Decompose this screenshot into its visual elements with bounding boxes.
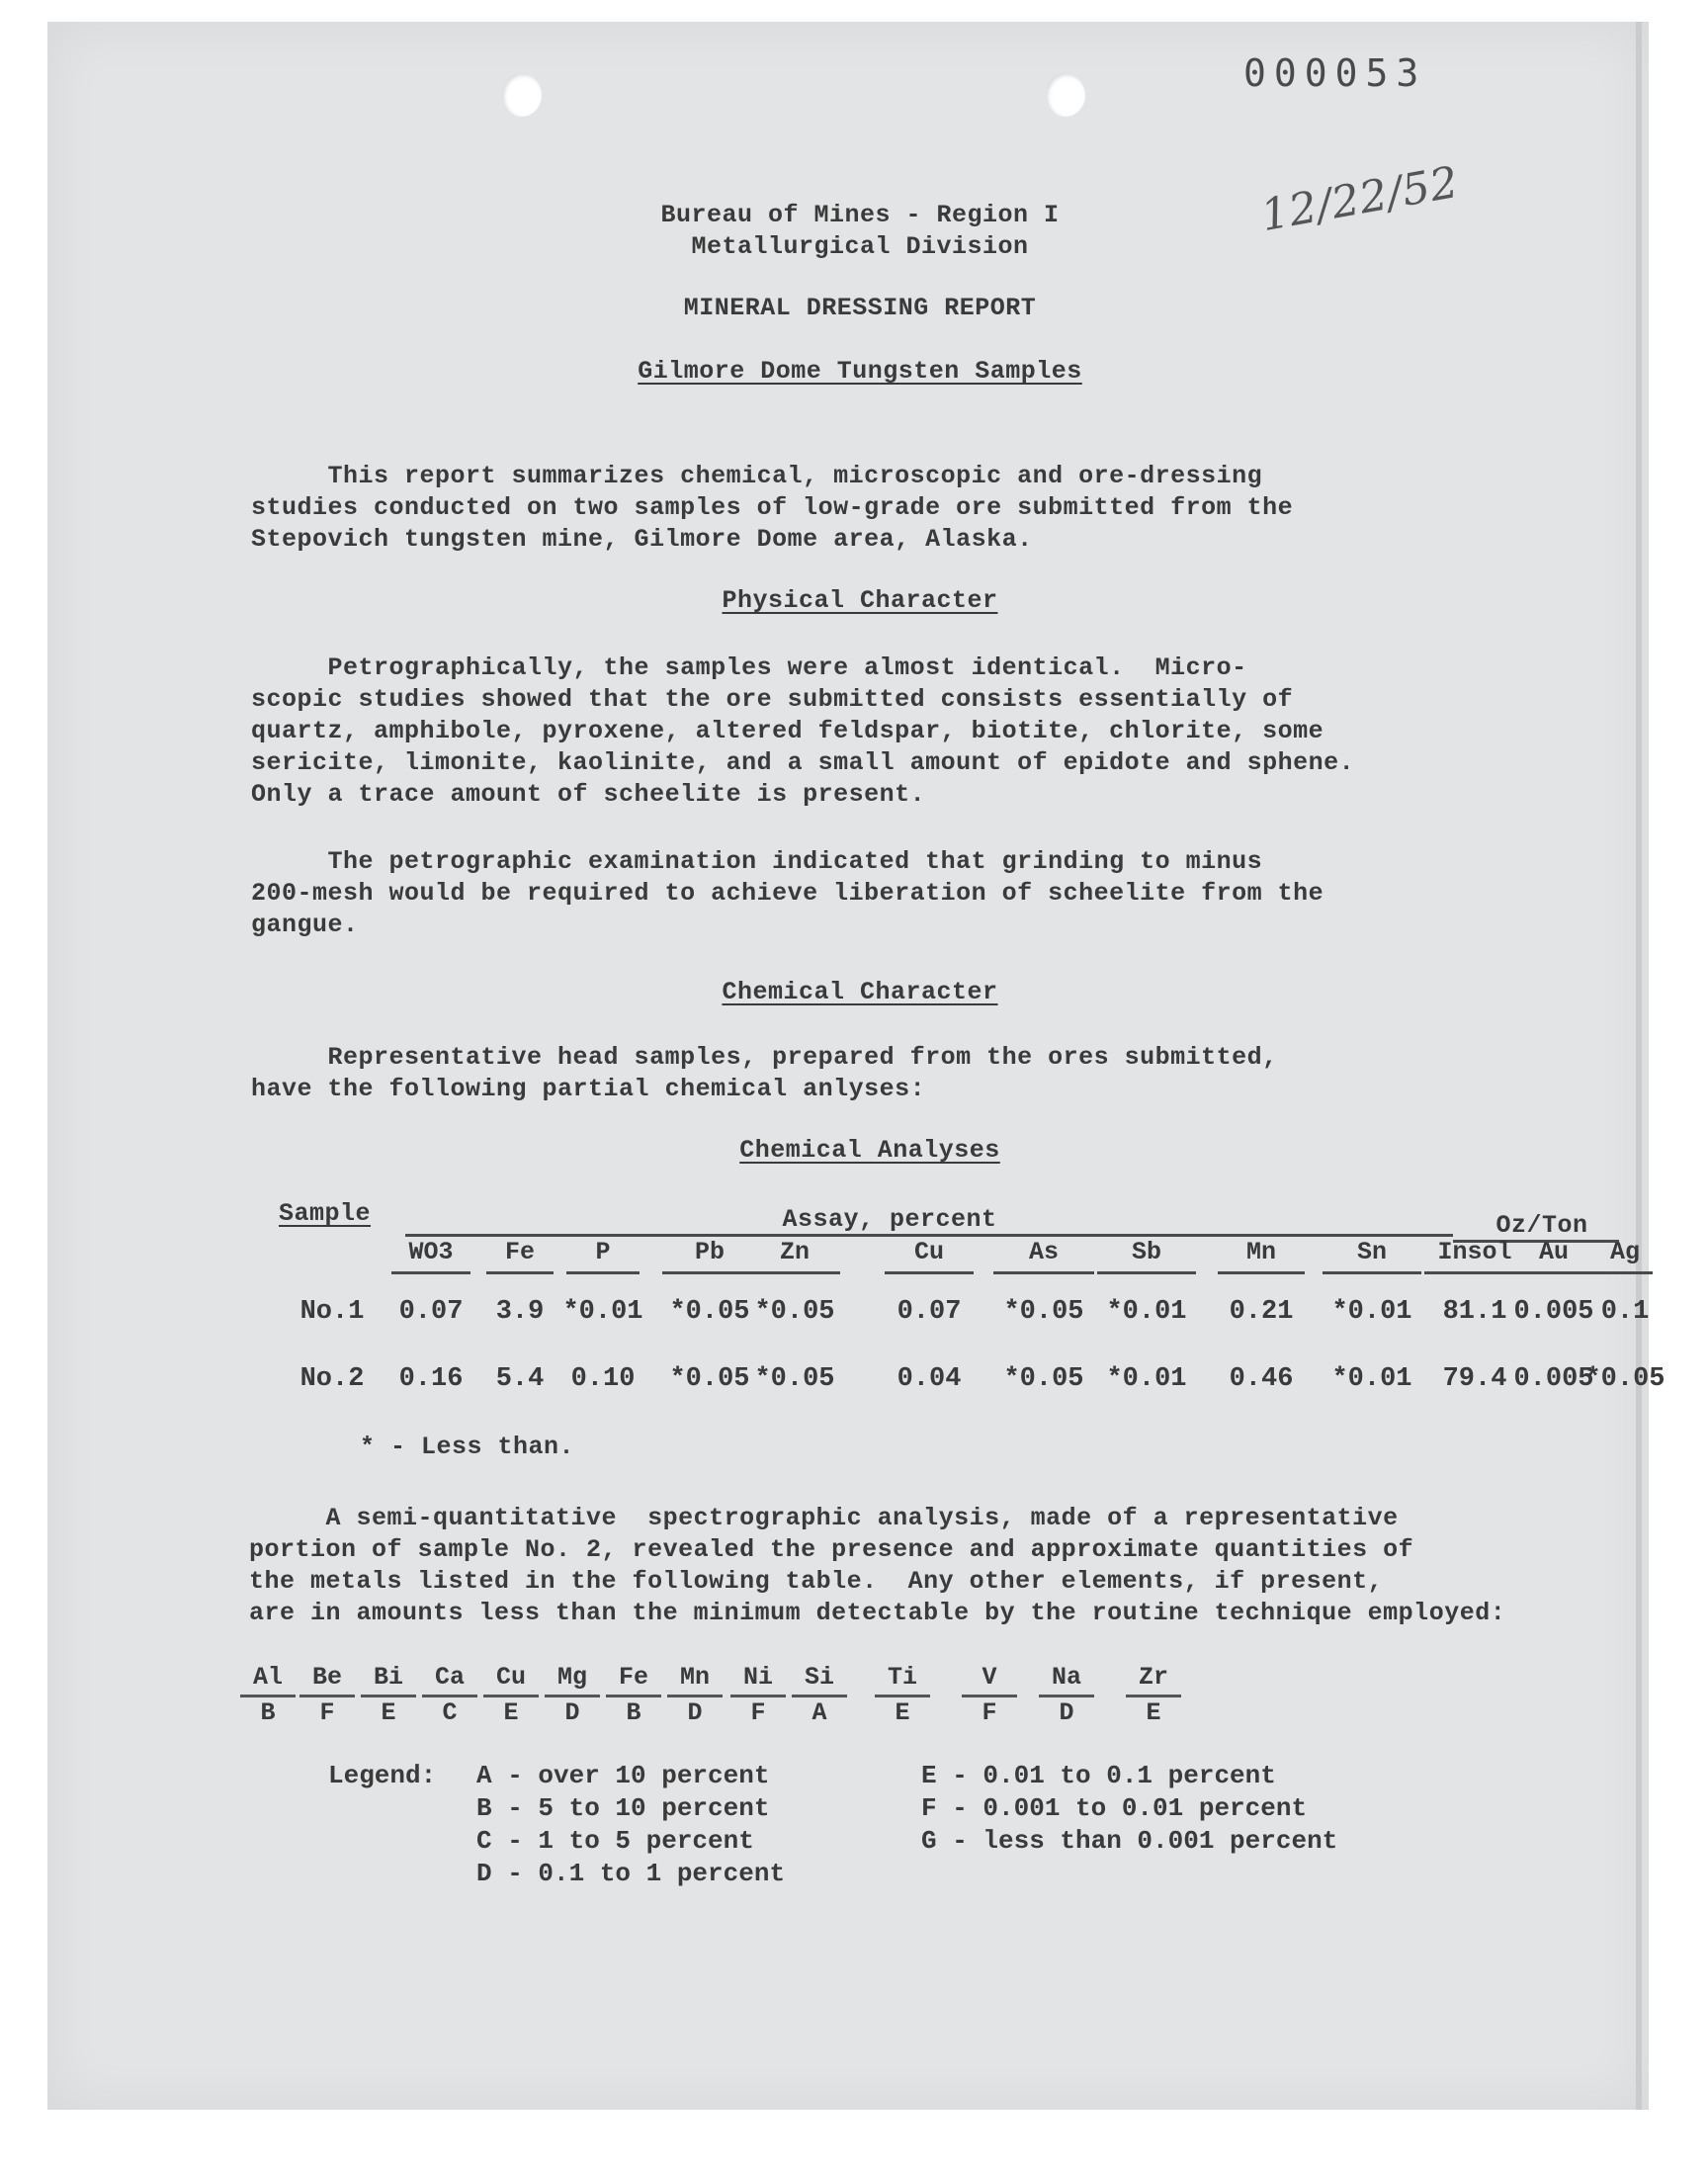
column-header-ag: Ag xyxy=(1609,1238,1640,1266)
column-header-zn: Zn xyxy=(779,1238,810,1266)
assay-header-rule xyxy=(405,1234,1453,1237)
physical-p1-line-4: sericite, limonite, kaolinite, and a small amount of epidote and sphene. xyxy=(251,748,1355,777)
element-quantity-class: D xyxy=(564,1698,580,1727)
header-line-2: Metallurgical Division xyxy=(691,232,1029,261)
intro-line-1: This report summarizes chemical, microscopic and ore-dressing xyxy=(251,462,1263,490)
element-bi xyxy=(361,1661,416,1729)
assay-value-au: 0.005 xyxy=(1513,1297,1594,1327)
column-header-underline xyxy=(662,1271,757,1274)
element-symbol: Ni xyxy=(730,1661,786,1697)
table-footnote: * - Less than. xyxy=(360,1433,575,1461)
column-header-underline xyxy=(1218,1271,1305,1274)
sample-id: No.1 xyxy=(299,1297,365,1327)
physical-p2-line-2: 200-mesh would be required to achieve liberation of scheelite from the xyxy=(251,879,1324,908)
column-header-underline xyxy=(749,1271,840,1274)
assay-value-wo3: 0.07 xyxy=(398,1297,464,1327)
element-ti xyxy=(875,1661,930,1729)
physical-p2-line-1: The petrographic examination indicated that grinding to minus xyxy=(251,847,1263,876)
element-symbol: Mg xyxy=(545,1661,600,1697)
assay-group-header: Assay, percent xyxy=(782,1205,997,1234)
assay-value-sn: *0.01 xyxy=(1331,1364,1412,1394)
assay-value-p: 0.10 xyxy=(570,1364,636,1394)
punch-hole-right xyxy=(1046,73,1085,117)
element-symbol: Fe xyxy=(606,1661,661,1697)
chemical-intro-line-1: Representative head samples, prepared from the ores submitted, xyxy=(251,1043,1278,1072)
element-symbol: Si xyxy=(792,1661,847,1697)
element-ni xyxy=(730,1661,786,1729)
report-type: MINERAL DRESSING REPORT xyxy=(683,294,1037,322)
element-na xyxy=(1039,1661,1094,1729)
element-cu xyxy=(483,1661,539,1729)
column-header-p: P xyxy=(595,1238,611,1266)
spectro-line-4: are in amounts less than the minimum detectable by the routine technique employed: xyxy=(249,1599,1506,1627)
legend-entry-f: F - 0.001 to 0.01 percent xyxy=(921,1793,1308,1823)
intro-line-2: studies conducted on two samples of low-grade ore submitted from the xyxy=(251,493,1294,522)
element-quantity-class: D xyxy=(687,1698,703,1727)
column-header-fe: Fe xyxy=(504,1238,535,1266)
handwritten-date: 12/22/52 xyxy=(1257,156,1463,242)
element-symbol: Bi xyxy=(361,1661,416,1697)
physical-p2-line-3: gangue. xyxy=(251,911,359,939)
spectro-line-2: portion of sample No. 2, revealed the presence and approximate quantities of xyxy=(249,1535,1414,1564)
column-header-au: Au xyxy=(1538,1238,1569,1266)
legend-label: Legend: xyxy=(328,1761,437,1790)
assay-value-fe: 5.4 xyxy=(495,1364,545,1394)
element-ca xyxy=(422,1661,477,1729)
element-quantity-class: D xyxy=(1059,1698,1074,1727)
element-v xyxy=(962,1661,1017,1729)
element-mn xyxy=(667,1661,723,1729)
assay-value-sn: *0.01 xyxy=(1331,1297,1412,1327)
legend-entry-c: C - 1 to 5 percent xyxy=(476,1826,754,1856)
column-header-underline xyxy=(993,1271,1094,1274)
assay-value-insol: 79.4 xyxy=(1442,1364,1507,1394)
chemical-intro-line-2: have the following partial chemical anlyses: xyxy=(251,1075,926,1103)
assay-value-pb: *0.05 xyxy=(669,1297,750,1327)
element-symbol: V xyxy=(962,1661,1017,1697)
column-header-pb: Pb xyxy=(694,1238,725,1266)
punch-hole-left xyxy=(502,73,542,117)
assay-value-cu: 0.04 xyxy=(897,1364,962,1394)
element-symbol: Al xyxy=(240,1661,296,1697)
column-header-underline xyxy=(391,1271,470,1274)
assay-value-ag: 0.1 xyxy=(1600,1297,1650,1327)
element-symbol: Ti xyxy=(875,1661,930,1697)
column-header-underline xyxy=(885,1271,974,1274)
element-quantity-class: E xyxy=(895,1698,910,1727)
element-mg xyxy=(545,1661,600,1729)
physical-heading: Physical Character xyxy=(722,586,998,615)
assay-value-sb: *0.01 xyxy=(1106,1297,1187,1327)
element-quantity-class: B xyxy=(260,1698,276,1727)
page-edge xyxy=(1636,22,1642,2110)
element-quantity-class: E xyxy=(381,1698,396,1727)
legend-entry-a: A - over 10 percent xyxy=(476,1761,770,1790)
legend-entry-e: E - 0.01 to 0.1 percent xyxy=(921,1761,1276,1790)
assay-value-cu: 0.07 xyxy=(897,1297,962,1327)
spectro-line-3: the metals listed in the following table. Any other elements, if present, xyxy=(249,1567,1384,1596)
element-quantity-class: B xyxy=(626,1698,641,1727)
element-si xyxy=(792,1661,847,1729)
column-header-underline xyxy=(486,1271,554,1274)
column-header-underline xyxy=(1597,1271,1653,1274)
element-quantity-class: F xyxy=(750,1698,766,1727)
element-symbol: Cu xyxy=(483,1661,539,1697)
report-title: Gilmore Dome Tungsten Samples xyxy=(638,357,1082,386)
column-header-insol: Insol xyxy=(1437,1238,1512,1266)
assay-value-p: *0.01 xyxy=(562,1297,643,1327)
legend-entry-b: B - 5 to 10 percent xyxy=(476,1793,770,1823)
assay-value-pb: *0.05 xyxy=(669,1364,750,1394)
intro-line-3: Stepovich tungsten mine, Gilmore Dome area, Alaska. xyxy=(251,525,1033,554)
assay-value-mn: 0.46 xyxy=(1229,1364,1294,1394)
element-fe xyxy=(606,1661,661,1729)
column-header-underline xyxy=(1323,1271,1421,1274)
physical-p1-line-3: quartz, amphibole, pyroxene, altered feldspar, biotite, chlorite, some xyxy=(251,717,1324,745)
element-quantity-class: E xyxy=(503,1698,519,1727)
column-header-underline xyxy=(1097,1271,1196,1274)
assay-value-insol: 81.1 xyxy=(1442,1297,1507,1327)
assay-value-wo3: 0.16 xyxy=(398,1364,464,1394)
element-symbol: Be xyxy=(299,1661,355,1697)
element-be xyxy=(299,1661,355,1729)
spectro-line-1: A semi-quantitative spectrographic analysis, made of a representative xyxy=(249,1504,1399,1532)
assay-value-as: *0.05 xyxy=(1003,1297,1084,1327)
element-quantity-class: C xyxy=(442,1698,458,1727)
physical-p1-line-2: scopic studies showed that the ore submitted consists essentially of xyxy=(251,685,1294,714)
assay-value-as: *0.05 xyxy=(1003,1364,1084,1394)
element-quantity-class: A xyxy=(811,1698,827,1727)
column-header-as: As xyxy=(1028,1238,1059,1266)
column-header-cu: Cu xyxy=(913,1238,944,1266)
element-symbol: Na xyxy=(1039,1661,1094,1697)
physical-p1-line-1: Petrographically, the samples were almost identical. Micro- xyxy=(251,653,1247,682)
column-header-sn: Sn xyxy=(1356,1238,1387,1266)
element-al xyxy=(240,1661,296,1729)
element-zr xyxy=(1126,1661,1181,1729)
element-quantity-class: F xyxy=(982,1698,997,1727)
legend-entry-d: D - 0.1 to 1 percent xyxy=(476,1859,786,1888)
sample-id: No.2 xyxy=(299,1364,365,1394)
legend-entry-g: G - less than 0.001 percent xyxy=(921,1826,1338,1856)
chemical-heading: Chemical Character xyxy=(722,978,998,1006)
column-header-mn: Mn xyxy=(1245,1238,1276,1266)
assay-value-sb: *0.01 xyxy=(1106,1364,1187,1394)
sample-column-header: Sample xyxy=(279,1199,372,1228)
element-quantity-class: E xyxy=(1146,1698,1161,1727)
assay-value-ag: *0.05 xyxy=(1584,1364,1665,1394)
ozton-group-header: Oz/Ton xyxy=(1495,1211,1588,1240)
column-header-underline xyxy=(566,1271,640,1274)
element-symbol: Ca xyxy=(422,1661,477,1697)
column-header-sb: Sb xyxy=(1131,1238,1161,1266)
header-line-1: Bureau of Mines - Region I xyxy=(660,201,1060,229)
element-symbol: Mn xyxy=(667,1661,723,1697)
assay-value-fe: 3.9 xyxy=(495,1297,545,1327)
analyses-table-title: Chemical Analyses xyxy=(739,1136,1000,1165)
assay-value-au: 0.005 xyxy=(1513,1364,1594,1394)
physical-p1-line-5: Only a trace amount of scheelite is present. xyxy=(251,780,926,809)
page-number: 000053 xyxy=(1243,51,1427,95)
element-quantity-class: F xyxy=(319,1698,335,1727)
assay-value-zn: *0.05 xyxy=(754,1297,835,1327)
column-header-wo3: WO3 xyxy=(408,1238,454,1266)
assay-value-mn: 0.21 xyxy=(1229,1297,1294,1327)
column-header-underline xyxy=(1509,1271,1598,1274)
assay-value-zn: *0.05 xyxy=(754,1364,835,1394)
element-symbol: Zr xyxy=(1126,1661,1181,1697)
